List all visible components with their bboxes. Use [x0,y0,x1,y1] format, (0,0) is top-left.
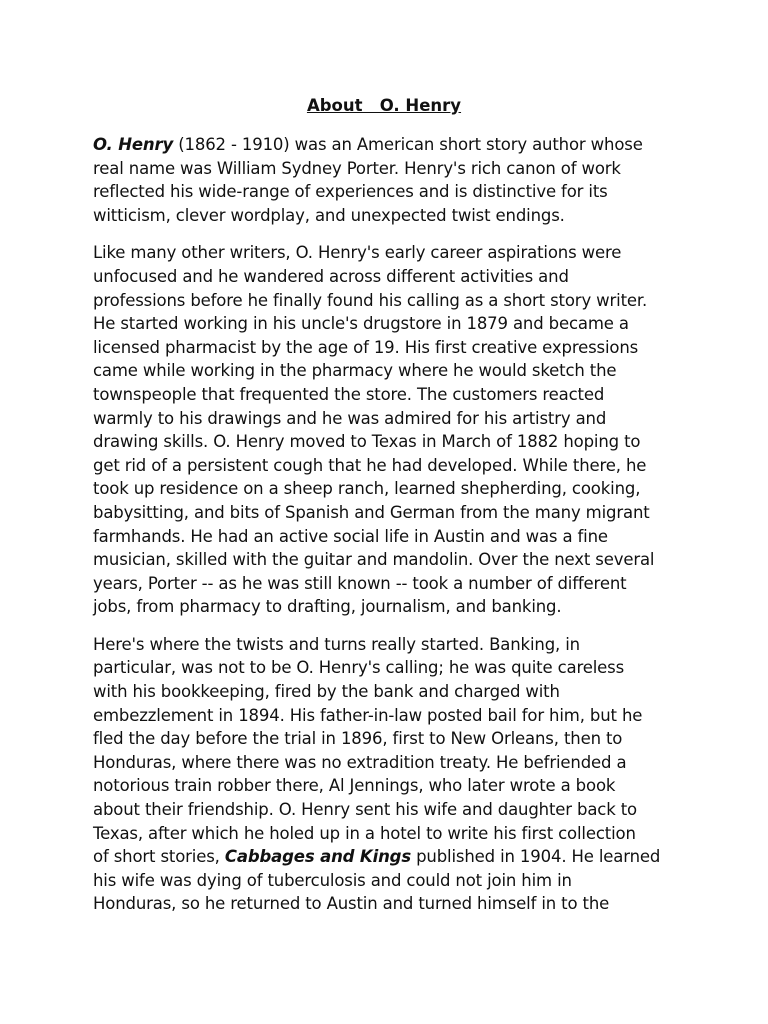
document-body [93,133,683,930]
text-line-content: published in 1904. He learned [411,847,661,867]
book-title: Cabbages and Kings [224,847,411,867]
text-line: years, Porter -- as he was still known -- took a number of different [93,573,627,593]
text-line: Like many other writers, O. Henry's early career aspirations were [93,243,622,263]
text-line: witticism, clever wordplay, and unexpected twist endings. [93,205,565,225]
text-line: professions before he finally found his calling as a short story writer. [93,290,648,310]
text-line: took up residence on a sheep ranch, learned shepherding, cooking, [93,479,641,499]
text-line: about their friendship. O. Henry sent his wife and daughter back to [93,800,637,820]
text-line-content: (1862 - 1910) was an American short story author whose [173,135,643,154]
paragraph-intro [93,133,683,227]
text-line: particular, was not to be O. Henry's calling; he was quite careless [93,658,625,678]
text-line: embezzlement in 1894. His father-in-law posted bail for him, but he [93,705,643,725]
text-line: came while working in the pharmacy where he would sketch the [93,361,617,381]
text-line: warmly to his drawings and he was admired for his artistry and [93,408,607,428]
text-line [93,133,683,157]
text-line: drawing skills. O. Henry moved to Texas in March of 1882 hoping to [93,432,641,452]
text-line: with his bookkeeping, fired by the bank and charged with [93,682,560,702]
text-line: get rid of a persistent cough that he had developed. While there, he [93,455,647,475]
text-line: real name was William Sydney Porter. Henry's rich canon of work [93,158,621,178]
author-name: O. Henry [93,135,174,154]
text-line-content: of short stories, [93,847,225,867]
text-line: musician, skilled with the guitar and mandolin. Over the next several [93,550,655,570]
text-line: farmhands. He had an active social life in Austin and was a fine [93,526,608,546]
paragraph-twists [93,633,683,916]
text-line: jobs, from pharmacy to drafting, journalism, and banking. [93,597,562,617]
text-line: licensed pharmacist by the age of 19. His first creative expressions [93,337,639,357]
text-line: Here's where the twists and turns really started. Banking, in [93,634,580,654]
text-line [93,845,683,869]
text-line: unfocused and he wandered across different activities and [93,266,569,286]
text-line: Honduras, so he returned to Austin and turned himself in to the [93,894,610,914]
text-line: his wife was dying of tuberculosis and could not join him in [93,870,572,890]
text-line: babysitting, and bits of Spanish and German from the many migrant [93,502,650,522]
text-line: He started working in his uncle's drugstore in 1879 and became a [93,314,629,334]
text-line: townspeople that frequented the store. The customers reacted [93,384,605,404]
text-line: notorious train robber there, Al Jennings, who later wrote a book [93,776,616,796]
paragraph-early-career [93,241,683,619]
page-title: About O. Henry [306,96,462,115]
text-line: fled the day before the trial in 1896, first to New Orleans, then to [93,729,623,749]
text-line: Texas, after which he holed up in a hotel to write his first collection [93,823,636,843]
text-line: reflected his wide-range of experiences and is distinctive for its [93,182,608,202]
text-line: Honduras, where there was no extradition treaty. He befriended a [93,752,627,772]
